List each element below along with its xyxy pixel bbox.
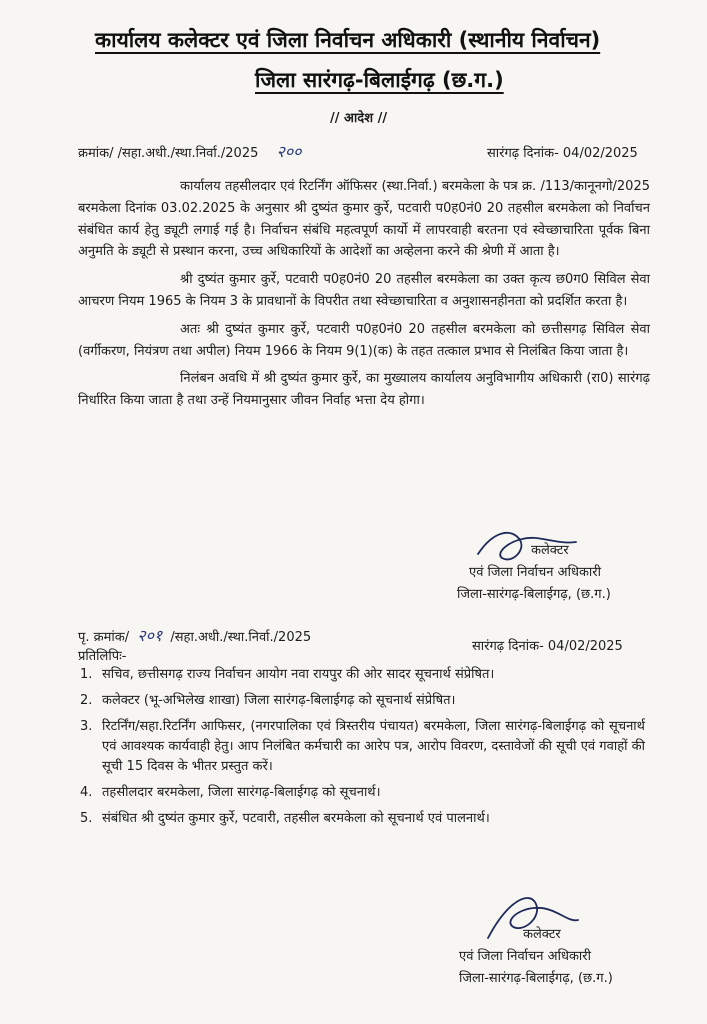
order-paragraph: श्री दुष्यंत कुमार कुर्रे, पटवारी प0ह0नं0 20 तहसील बरमकेला का उक्त कृत्य छ0ग0 सिविल सेवा आचरण नियम 1965 के नियम 3 के प्रावधानों के विपरीत तथा स्वेच्छाचारिता व अनुशासनहीनता को प्रदर्शित करता है।	[78, 272, 650, 309]
signature-title: एवं जिला निर्वाचन अधिकारी	[469, 565, 601, 580]
order-paragraph: निलंबन अवधि में श्री दुष्यंत कुमार कुर्रे, का मुख्यालय कार्यालय अनुविभागीय अधिकारी (रा0) सारंगढ़ निर्धारित किया जाता है तथा उन्हें नियमानुसार जीवन निर्वाह भत्ता देय होगा।	[78, 371, 650, 409]
endorsement-ref-suffix: /सहा.अधी./स्था.निर्वा./2025	[170, 630, 312, 645]
signature-block	[457, 540, 611, 606]
order-reference	[78, 140, 301, 162]
copy-to-label: प्रतिलिपिः-	[78, 649, 127, 664]
endorsement-date: सारंगढ़ दिनांक- 04/02/2025	[472, 639, 623, 654]
handwritten-endorsement-number: २०१	[137, 626, 163, 645]
list-item: 1. सचिव, छत्तीसगढ़ राज्य निर्वाचन आयोग नवा रायपुर की ओर सादर सूचनार्थ संप्रेषित।	[80, 667, 495, 682]
handwritten-order-number: २००	[276, 142, 302, 161]
endorsement-ref-prefix: पृ. क्रमांक/	[78, 630, 130, 645]
order-body	[78, 176, 650, 412]
signature-designation: कलेक्टर	[523, 927, 561, 942]
order-date: सारंगढ़ दिनांक- 04/02/2025	[487, 146, 638, 161]
order-title: // आदेश //	[330, 111, 388, 126]
list-item: 2. कलेक्टर (भू-अभिलेख शाखा) जिला सारंगढ़-बिलाईगढ़ को सूचनार्थ संप्रेषित।	[80, 693, 456, 708]
signature-title: एवं जिला निर्वाचन अधिकारी	[459, 949, 591, 964]
signature-designation: कलेक्टर	[531, 543, 569, 558]
signature-block-2	[459, 924, 613, 990]
order-ref-prefix: क्रमांक/ /सहा.अधी./स्था.निर्वा./2025	[78, 146, 259, 161]
order-paragraph: अतः श्री दुष्यंत कुमार कुर्रे, पटवारी प0ह0नं0 20 तहसील बरमकेला को छत्तीसगढ़ सिविल सेवा (वर्गीकरण, नियंत्रण तथा अपील) नियम 1966 के नियम 9(1)(क) के तहत तत्काल प्रभाव से निलंबित किया जाता है।	[78, 321, 650, 359]
signature-district: जिला-सारंगढ़-बिलाईगढ़, (छ.ग.)	[457, 587, 611, 602]
order-paragraph: कार्यालय तहसीलदार एवं रिटर्निंग ऑफिसर (स्था.निर्वा.) बरमकेला के पत्र क्र. /113/कानूनगो/2025 बरमकेला दिनांक 03.02.2025 के अनुसार श्री दुष्यंत कुमार कुर्रे, पटवारी प0ह0नं0 20 तहसील बरमकेला को निर्वाचन संबंधित कार्य हेतु ड्यूटी लगाई गई है। निर्वाचन संबंधि महत्वपूर्ण कार्यो में लापरवाही बरतना एवं स्वेच्छाचारिता पूर्वक बिना अनुमति के ड्यूटी से प्रस्थान करना, उच्च अधिकारियों के आदेशों का अव्हेलना करने की श्रेणी में आता है।	[78, 179, 650, 260]
copy-list	[80, 665, 645, 835]
signature-district: जिला-सारंगढ़-बिलाईगढ़, (छ.ग.)	[459, 971, 613, 986]
list-item: 3. रिटर्निंग/सहा.रिटर्निंग आफिसर, (नगरपालिका एवं त्रिस्तरीय पंचायत) बरमकेला, जिला सारंगढ़-बिलाईगढ़ को सूचनार्थ एवं आवश्यक कार्यवाही हेतु। आप निलंबित कर्मचारी का आरेप पत्र, आरोप विवरण, दस्तावेजों की सूची एवं गवाहों की सूची 15 दिवस के भीतर प्रस्तुत करें।	[80, 719, 645, 774]
endorsement-reference	[78, 624, 311, 646]
office-header-line1: कार्यालय कलेक्टर एवं जिला निर्वाचन अधिकारी (स्थानीय निर्वाचन)	[95, 28, 601, 52]
list-item: 5. संबंधित श्री दुष्यंत कुमार कुर्रे, पटवारी, तहसील बरमकेला को सूचनार्थ एवं पालनार्थ।	[80, 811, 490, 826]
office-header-line2: जिला सारंगढ़-बिलाईगढ़ (छ.ग.)	[255, 68, 504, 92]
list-item: 4. तहसीलदार बरमकेला, जिला सारंगढ़-बिलाईगढ़ को सूचनार्थ।	[80, 785, 381, 800]
